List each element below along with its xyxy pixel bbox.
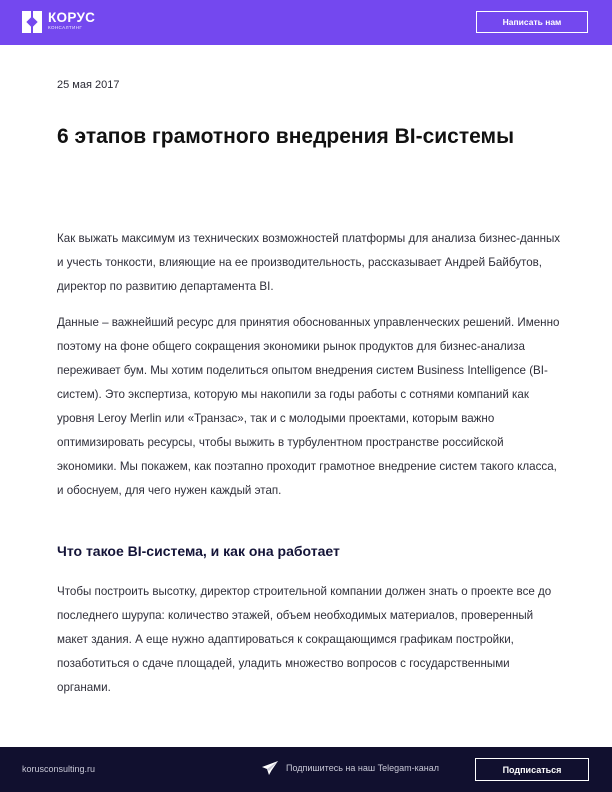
article-lead: Как выжать максимум из технических возможностей платформы для анализа бизнес-данных и учесть тонкости, влияющие на ее производительность, рассказывает Андрей Байбутов, директор по развитию департамента BI. xyxy=(57,232,561,293)
paper-plane-icon xyxy=(262,761,278,775)
article-date: 25 мая 2017 xyxy=(57,79,120,91)
subscribe-button[interactable]: Подписаться xyxy=(475,758,589,781)
article-title: 6 этапов грамотного внедрения BI-системы xyxy=(57,125,515,148)
site-link[interactable]: korusconsulting.ru xyxy=(22,764,96,774)
write-us-button[interactable]: Написать нам xyxy=(476,11,588,33)
telegram-text: Подпишитесь на наш Telegam-канал xyxy=(286,763,439,773)
korus-logo-icon xyxy=(22,11,44,33)
section-heading: Что такое BI-система, и как она работает xyxy=(57,543,340,559)
site-footer xyxy=(0,747,612,792)
logo-subtitle: КОНСАЛТИНГ xyxy=(48,25,83,30)
site-header xyxy=(0,0,612,45)
korus-logo[interactable] xyxy=(22,11,95,33)
logo-text xyxy=(48,11,95,31)
logo-name: КОРУС xyxy=(48,10,96,25)
telegram-link[interactable] xyxy=(262,761,439,775)
article-paragraph: Данные – важнейший ресурс для принятия обоснованных управленческих решений. Именно поэтому на фоне общего сокращения экономики рынок продуктов для бизнес-анализа переживает бум. Мы хотим поделиться опытом внедрения систем Business Intelligence (BI-систем). Это экспертиза, которую мы накопили за годы работы с сотнями компаний как уровня Leroy Merlin или «Транзас», так и с молодыми проектами, которым важно оптимизировать ресурсы, чтобы выжить в турбулентном пространстве российской экономики. Мы покажем, как поэтапно проходит грамотное внедрение систем такого класса, и обоснуем, для чего нужен каждый этап. xyxy=(57,316,560,497)
article-paragraph: Чтобы построить высотку, директор строительной компании должен знать о проекте все до последнего шурупа: количество этажей, объем необходимых материалов, проверенный макет здания. А еще нужно адаптироваться к сокращающимся графикам постройки, позаботиться о сдаче площадей, уладить множество вопросов с государственными органами. xyxy=(57,585,552,694)
